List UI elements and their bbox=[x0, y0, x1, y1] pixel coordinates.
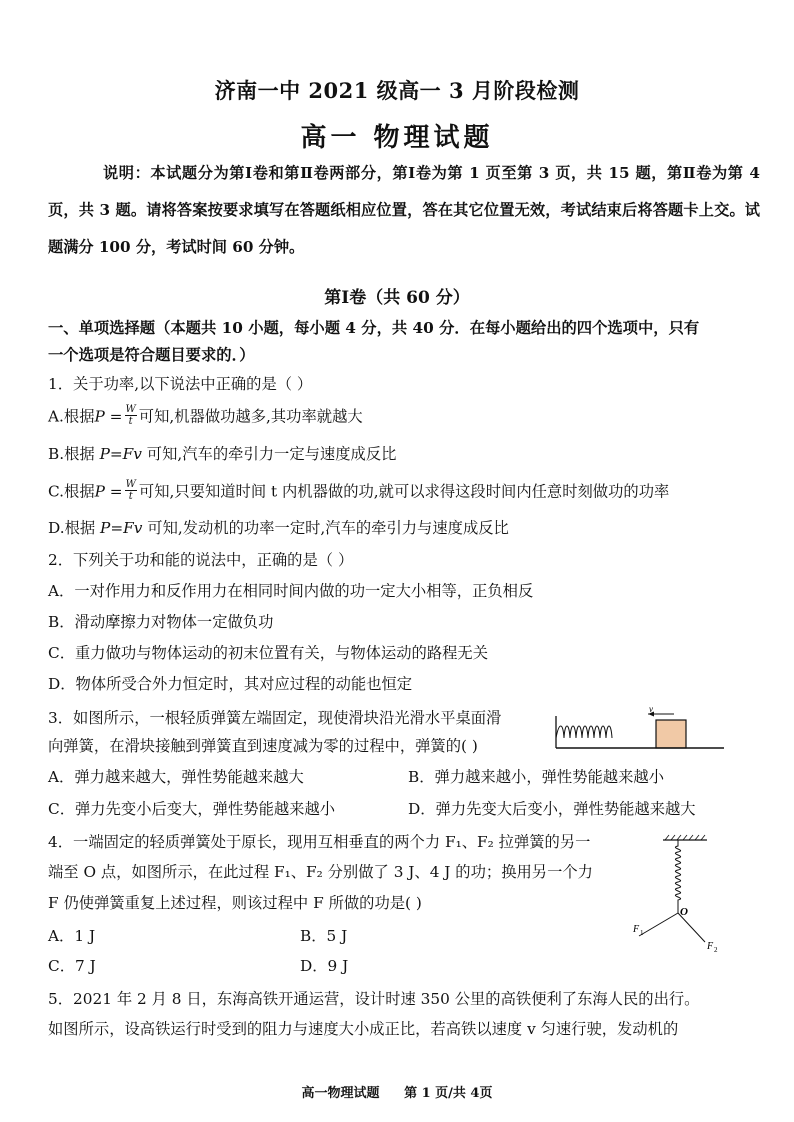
q3-option-a: A．弹力越来越大，弹性势能越来越大 bbox=[48, 768, 304, 786]
q1-d-text: 可知,发动机的功率一定时,汽车的牵引力与速度成反比 bbox=[142, 519, 509, 537]
q1-option-a bbox=[48, 406, 363, 429]
part1-heading-line1: 一、单项选择题（本题共 10 小题，每小题 4 分，共 40 分．在每小题给出的四个选项中，只有 bbox=[48, 319, 700, 337]
page-footer bbox=[0, 1082, 794, 1101]
q2-stem: 2．下列关于功和能的说法中，正确的是（ ） bbox=[48, 551, 354, 569]
q3-option-c: C．弹力先变小后变大，弹性势能越来越小 bbox=[48, 800, 336, 818]
force-f1-line bbox=[639, 913, 678, 936]
q1-a-text: 可知,机器做功越多,其功率就越大 bbox=[138, 407, 363, 426]
q1-option-b bbox=[48, 444, 396, 464]
q3-option-d: D．弹力先变大后变小，弹性势能越来越大 bbox=[408, 800, 696, 818]
velocity-label: v bbox=[649, 704, 653, 714]
q4-stem-line1: 4．一端固定的轻质弹簧处于原长，现用互相垂直的两个力 F₁、F₂ 拉弹簧的另一 bbox=[48, 833, 591, 851]
q4-option-b: B．5 J bbox=[300, 927, 348, 945]
q1-c-prefix: C.根据 bbox=[48, 482, 95, 501]
spring-forces-figure bbox=[625, 834, 735, 956]
q1-b-prefix: B.根据 bbox=[48, 445, 100, 463]
q1-c-text: 可知,只要知道时间 t 内机器做的功,就可以求得这段时间内任意时刻做功的功率 bbox=[138, 482, 670, 501]
part1-heading-line2: 一个选项是符合题目要求的．） bbox=[48, 346, 255, 364]
q1-c-formula-lhs: P = bbox=[94, 482, 123, 501]
q1-a-fraction bbox=[125, 404, 137, 427]
exam-subtitle: 高一 物理试题 bbox=[300, 123, 494, 153]
spring-block-figure bbox=[552, 704, 732, 756]
q1-option-c bbox=[48, 481, 669, 504]
section-title: 第Ⅰ卷（共 60 分） bbox=[324, 288, 470, 308]
fraction-numerator: W bbox=[125, 404, 136, 415]
force-f1-subscript: 1 bbox=[640, 929, 644, 937]
q1-a-prefix: A.根据 bbox=[48, 407, 95, 426]
q1-d-formula: P=Fv bbox=[100, 519, 143, 537]
fraction-numerator: W bbox=[125, 479, 136, 490]
ceiling-hatch bbox=[665, 835, 705, 840]
q4-option-d: D．9 J bbox=[300, 957, 349, 975]
q4-option-c: C．7 J bbox=[48, 957, 96, 975]
force-f1-label: F bbox=[633, 924, 640, 935]
q5-stem-line1: 5．2021 年 2 月 8 日，东海高铁开通运营，设计时速 350 公里的高铁便利了东海人民的出行。 bbox=[48, 990, 700, 1008]
spring-coil bbox=[556, 726, 612, 738]
q3-option-b: B．弹力越来越小，弹性势能越来越小 bbox=[408, 768, 664, 786]
fraction-denominator: t bbox=[128, 491, 133, 502]
q1-d-prefix: D.根据 bbox=[48, 519, 101, 537]
q1-a-formula-lhs: P = bbox=[94, 407, 123, 426]
q2-option-b: B．滑动摩擦力对物体一定做负功 bbox=[48, 613, 274, 631]
q1-b-formula: P=Fv bbox=[99, 445, 142, 463]
point-o-label: O bbox=[680, 906, 688, 918]
q1-c-fraction bbox=[125, 479, 137, 502]
q3-stem-line2: 向弹簧，在滑块接触到弹簧直到速度减为零的过程中，弹簧的( ) bbox=[48, 737, 478, 755]
sliding-block bbox=[656, 720, 686, 748]
q4-stem-line2: 端至 O 点，如图所示，在此过程 F₁、F₂ 分别做了 3 J、4 J 的功；换用另一个力 bbox=[48, 863, 593, 881]
q2-option-a: A．一对作用力和反作用力在相同时间内做的功一定大小相等，正负相反 bbox=[48, 582, 534, 600]
instructions: 说明：本试题分为第Ⅰ卷和第Ⅱ卷两部分，第Ⅰ卷为第 1 页至第 3 页，共 15 题，第Ⅱ卷为第 4 页，共 3 题。请将答案按要求填写在答题纸相应位置，答在其它位置无效，考试结束后将答题卡上交。试题满分 100 分，考试时间 60 分钟。 bbox=[48, 164, 760, 256]
q1-option-d bbox=[48, 518, 509, 538]
exam-title: 济南一中 2021 级高一 3 月阶段检测 bbox=[214, 78, 580, 103]
force-f2-label: F bbox=[707, 941, 714, 952]
footer-subject: 高一物理试题 bbox=[301, 1086, 380, 1101]
q1-b-text: 可知,汽车的牵引力一定与速度成反比 bbox=[141, 445, 397, 463]
force-f2-subscript: 2 bbox=[714, 946, 718, 954]
q5-stem-line2: 如图所示，设高铁运行时受到的阻力与速度大小成正比，若高铁以速度 v 匀速行驶，发动机的 bbox=[48, 1020, 679, 1038]
q2-option-c: C．重力做功与物体运动的初末位置有关，与物体运动的路程无关 bbox=[48, 644, 489, 662]
q1-stem: 1．关于功率,以下说法中正确的是（ ） bbox=[48, 375, 313, 393]
hanging-spring bbox=[675, 840, 680, 906]
q3-stem-line1: 3．如图所示，一根轻质弹簧左端固定，现使滑块沿光滑水平桌面滑 bbox=[48, 709, 502, 727]
q4-stem-line3: F 仍使弹簧重复上述过程，则该过程中 F 所做的功是( ) bbox=[48, 894, 422, 912]
q2-option-d: D．物体所受合外力恒定时，其对应过程的动能也恒定 bbox=[48, 675, 413, 693]
fraction-denominator: t bbox=[128, 416, 133, 427]
q4-option-a: A．1 J bbox=[48, 927, 96, 945]
footer-page-number: 第 1 页/共 4页 bbox=[404, 1086, 493, 1101]
